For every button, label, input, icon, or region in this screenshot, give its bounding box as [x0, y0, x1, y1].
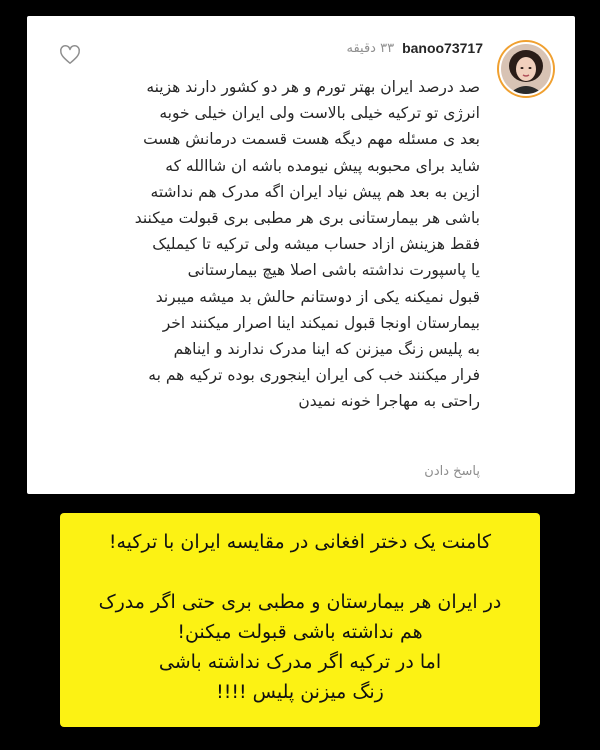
- comment-line: ازین به بعد هم پیش نیاد ایران اگه مدرک هم نداشته: [150, 182, 480, 201]
- comment-text: [50, 74, 480, 415]
- avatar[interactable]: [497, 40, 555, 98]
- comment-line: بیمارستان اونجا قبول نمیکند اینا اصرار میکنند اخر: [162, 313, 480, 332]
- comment-line: بعد ی مسئله مهم دیگه هست قسمت درمانش هست: [143, 130, 480, 149]
- avatar-image: [499, 42, 553, 96]
- comment-card: [27, 16, 575, 494]
- caption-title: کامنت یک دختر افغانی در مقایسه ایران با ترکیه!: [108, 531, 492, 553]
- username[interactable]: banoo73717: [402, 40, 483, 56]
- comment-line: فرار میکنند خب کی ایران اینجوری بوده ترکیه هم به: [148, 366, 480, 385]
- comment-line: باشی هر بیمارستانی بری هر مطبی بری قبولت میکنند: [134, 209, 480, 228]
- comment-line: یا پاسپورت نداشته باشی اصلا هیچ بیمارستانی: [187, 261, 480, 280]
- comment-time: ۳۳ دقیقه: [346, 40, 395, 56]
- caption-spacer: [60, 557, 540, 587]
- caption-line: اما در ترکیه اگر مدرک نداشته باشی: [158, 651, 442, 673]
- comment-line: انرژی تو ترکیه خیلی بالاست ولی ایران خیلی خوبه: [159, 104, 480, 123]
- caption-line: در ایران هر بیمارستان و مطبی بری حتی اگر مدرک: [98, 591, 502, 613]
- caption-line: هم نداشته باشی قبولت میکنن!: [177, 621, 423, 643]
- comment-line: به پلیس زنگ میزنن که اینا مدرک ندارند و ایناهم: [173, 340, 480, 359]
- caption-box: [60, 513, 540, 727]
- comment-line: فقط هزینش ازاد حساب میشه ولی ترکیه تا کیملیک: [152, 235, 480, 254]
- reply-button[interactable]: پاسخ دادن: [424, 464, 480, 479]
- comment-line: شاید برای محبوبه پیش نیومده باشه ان شاالله که: [165, 156, 480, 175]
- comment-line: قبول نمیکنه یکی از دوستانم حالش بد میشه میبرند: [155, 287, 480, 306]
- heart-icon[interactable]: [59, 44, 81, 66]
- comment-line: راحتی به مهاجرا خونه نمیدن: [298, 392, 480, 411]
- comment-line: صد درصد ایران بهتر تورم و هر دو کشور دارند هزینه: [146, 78, 480, 96]
- comment-meta: [346, 40, 483, 56]
- caption-line: زنگ میزنن پلیس !!!!: [216, 681, 384, 703]
